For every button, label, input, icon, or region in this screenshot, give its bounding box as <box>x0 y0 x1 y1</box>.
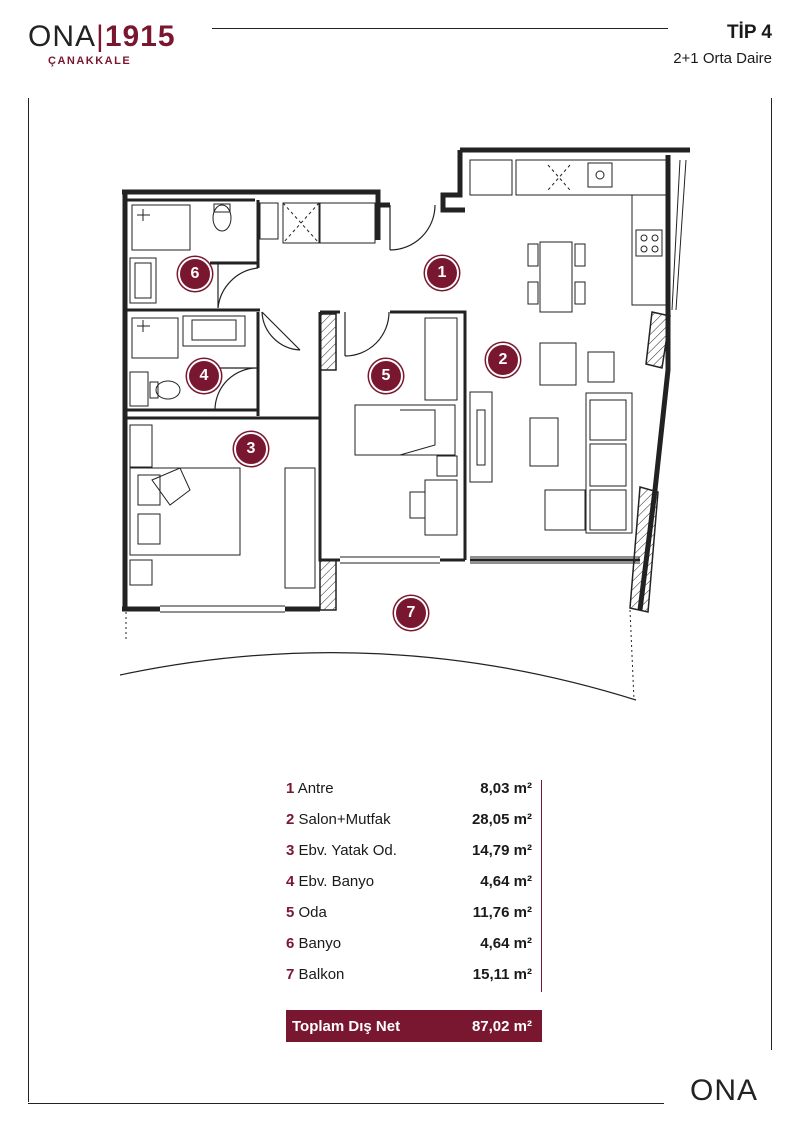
legend-num: 3 <box>286 842 295 859</box>
room-marker: 3 <box>234 432 268 466</box>
kitchen-fixtures <box>470 160 666 312</box>
legend-room-name: Antre <box>297 780 334 797</box>
frame-bottom <box>28 1103 664 1104</box>
total-label: Toplam Dış Net <box>292 1018 401 1035</box>
column <box>320 560 336 610</box>
legend-row <box>286 873 542 904</box>
logo-city: ÇANAKKALE <box>48 55 132 67</box>
column <box>320 314 336 370</box>
room-marker: 5 <box>369 359 403 393</box>
legend-row <box>286 904 542 935</box>
legend-room-name: Ebv. Banyo <box>298 873 375 890</box>
legend-room-name: Salon+Mutfak <box>298 811 391 828</box>
room-legend <box>286 780 542 997</box>
room-marker: 2 <box>486 343 520 377</box>
legend-num: 1 <box>286 780 295 797</box>
legend-num: 4 <box>286 873 295 890</box>
total-area-bar <box>286 1010 542 1042</box>
legend-room-name: Oda <box>298 904 327 921</box>
legend-num: 2 <box>286 811 295 828</box>
windows <box>160 160 686 612</box>
legend-room-area: 4,64 m² <box>480 873 532 890</box>
bedroom-furniture <box>130 425 315 588</box>
legend-num: 7 <box>286 966 295 983</box>
legend-room-name: Banyo <box>298 935 342 952</box>
legend-divider <box>541 780 542 992</box>
legend-room-area: 14,79 m² <box>471 842 532 859</box>
legend-row <box>286 811 542 842</box>
logo-text: ONA <box>28 20 97 53</box>
legend-row <box>286 935 542 966</box>
legend-room-area: 4,64 m² <box>480 935 532 952</box>
logo-separator: | <box>96 20 105 53</box>
total-value: 87,02 m² <box>471 1018 532 1035</box>
legend-row <box>286 966 542 997</box>
legend-room-area: 15,11 m² <box>472 966 532 983</box>
legend-room-name: Ebv. Yatak Od. <box>298 842 397 859</box>
plan-type-title: TİP 4 <box>726 22 772 43</box>
room-marker: 1 <box>425 256 459 290</box>
legend-row <box>286 842 542 873</box>
room5-furniture <box>355 318 457 535</box>
legend-room-area: 11,76 m² <box>472 904 532 921</box>
legend-row <box>286 780 542 811</box>
column <box>630 487 658 612</box>
legend-room-area: 28,05 m² <box>471 811 532 828</box>
legend-num: 6 <box>286 935 295 952</box>
bathroom-fixtures <box>130 203 375 406</box>
room-marker: 6 <box>178 257 212 291</box>
footer-logo: ONA <box>690 1074 759 1107</box>
logo-year: 1915 <box>104 20 176 53</box>
plan-type-subtitle: 2+1 Orta Daire <box>673 50 772 67</box>
balcony-outline <box>120 610 636 700</box>
room-marker: 7 <box>394 596 428 630</box>
legend-room-area: 8,03 m² <box>480 780 532 797</box>
legend-room-name: Balkon <box>298 966 345 983</box>
legend-num: 5 <box>286 904 295 921</box>
room-marker: 4 <box>187 359 221 393</box>
